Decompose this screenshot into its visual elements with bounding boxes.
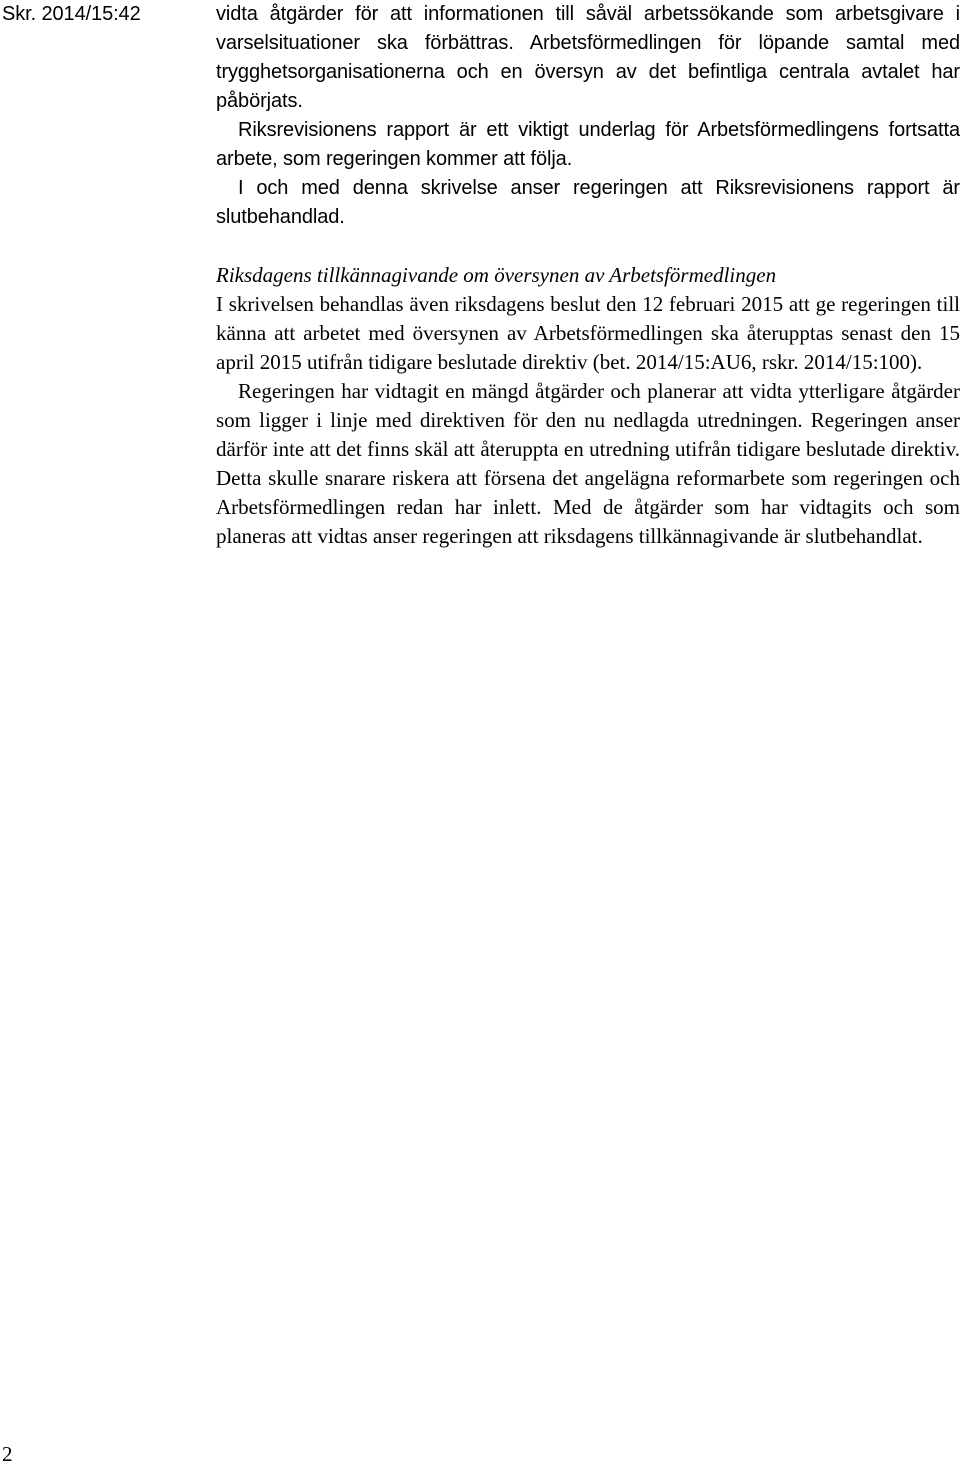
page-number: 2 [2, 1442, 13, 1466]
paragraph-slutbehandlad: I och med denna skrivelse anser regeringen att Riksrevisionens rapport är slutbehandlad. [216, 177, 960, 228]
paragraph-riksdagens-beslut: I skrivelsen behandlas även riksdagens beslut den 12 februari 2015 att ge regeringen till känna att arbetet med översynen av Arbetsförmedlingen ska återupptas senast den 15 april 2015 utifrån tidigare beslutade direktiv (bet. 2014/15:AU6, rskr. 2014/15:100). [216, 292, 960, 374]
section-heading: Riksdagens tillkännagivande om översynen av Arbetsförmedlingen [216, 263, 777, 287]
body-text [216, 0, 960, 551]
paragraph-continuation: vidta åtgärder för att informationen till såväl arbetssökande som arbetsgivare i varselsituationer ska förbättras. Arbetsförmedlingen för löpande samtal med trygghetsorganisationerna och en översyn av det befintliga centrala avtalet har påbörjats. [216, 3, 960, 112]
paragraph-regeringens-atgarder: Regeringen har vidtagit en mängd åtgärder och planerar att vidta ytterligare åtgärder som ligger i linje med direktiven för den nu nedlagda utredningen. Regeringen anser därför inte att det finns skäl att återuppta en utredning utifrån tidigare beslutade direktiv. Detta skulle snarare riskera att försena det angelägna reformarbete som regeringen och Arbetsförmedlingen redan har inlett. Med de åtgärder som har vidtagits och som planeras att vidtas anser regeringen att riksdagens tillkännagivande är slutbehandlat. [216, 379, 960, 548]
document-reference: Skr. 2014/15:42 [2, 3, 141, 25]
paragraph-rapport-underlag: Riksrevisionens rapport är ett viktigt underlag för Arbetsförmedlingens fortsatta arbete, som regeringen kommer att följa. [216, 119, 960, 170]
